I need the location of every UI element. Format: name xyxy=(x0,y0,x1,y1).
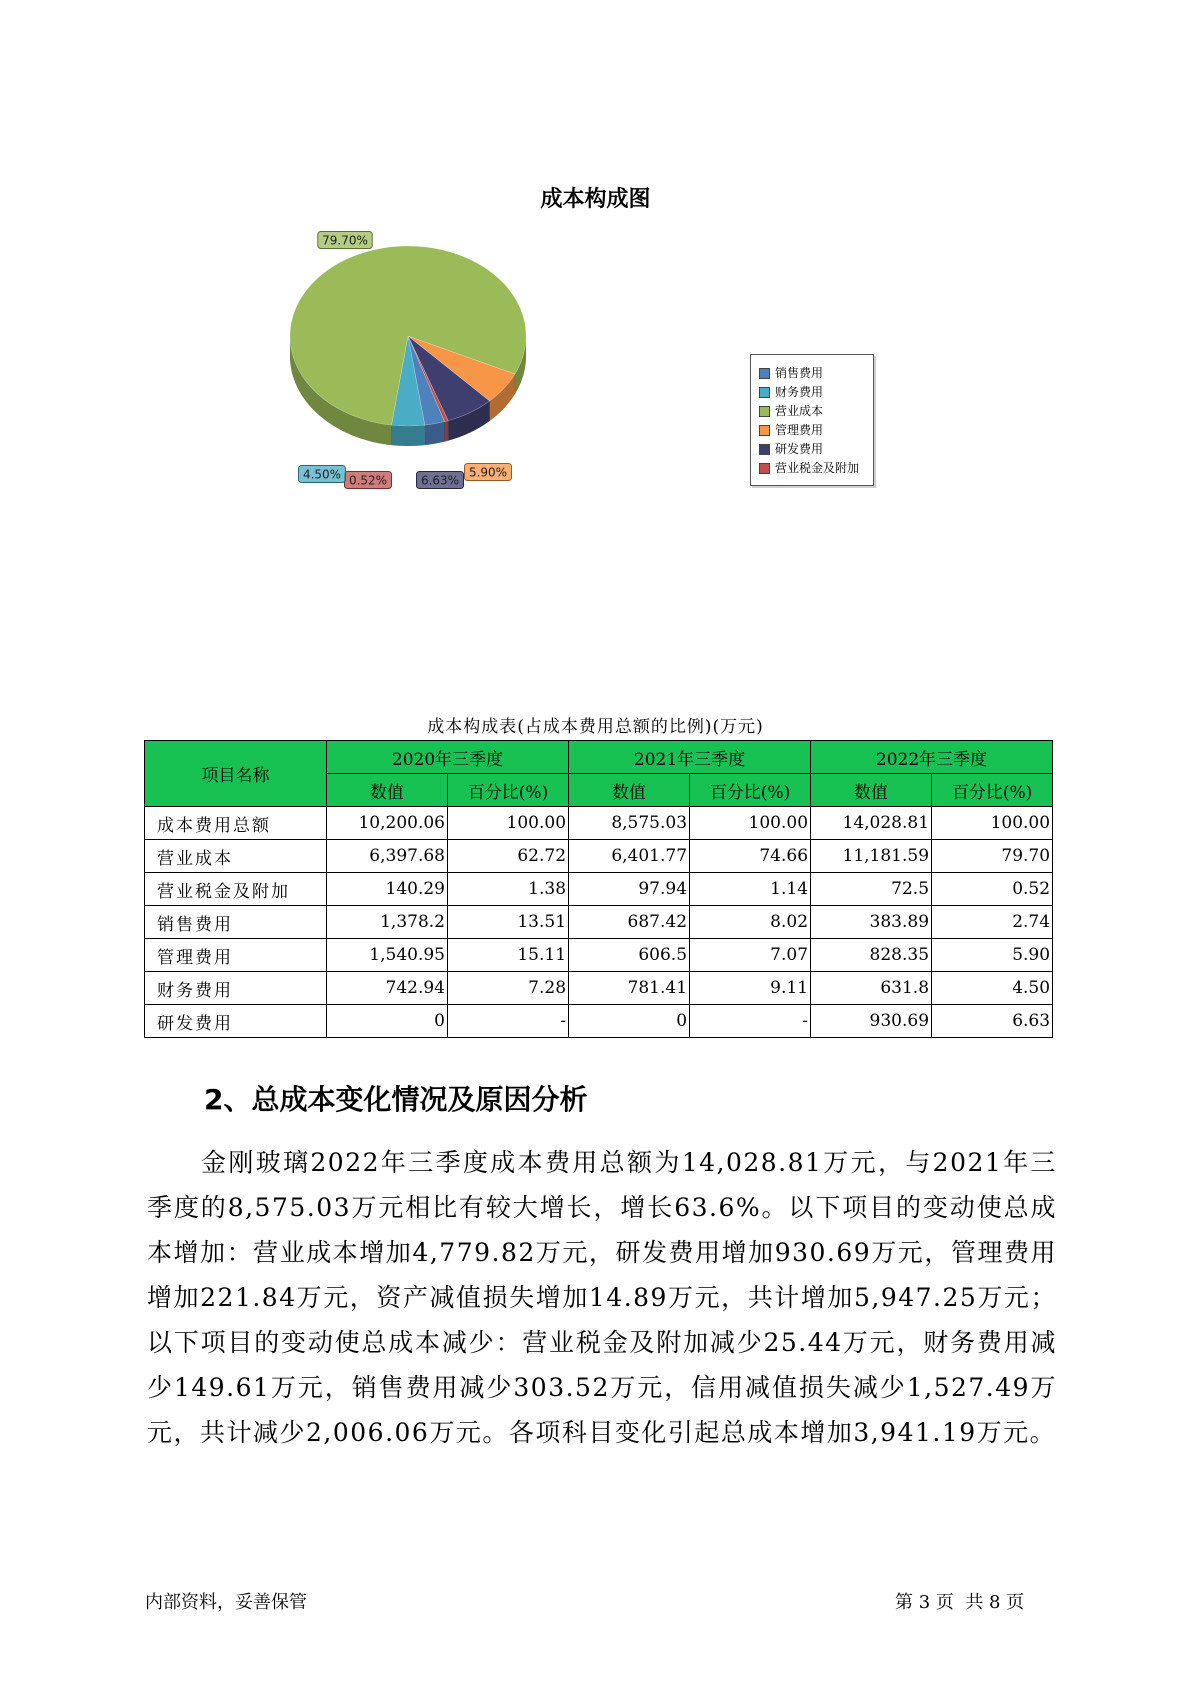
legend-swatch xyxy=(759,425,770,436)
cell-value: 828.35 xyxy=(811,939,932,972)
row-name: 管理费用 xyxy=(145,939,327,972)
svg-text:6.63%: 6.63% xyxy=(420,473,460,488)
svg-text:79.70%: 79.70% xyxy=(322,233,368,248)
legend-label: 销售费用 xyxy=(775,366,824,380)
svg-text:0.52%: 0.52% xyxy=(348,473,388,488)
cell-pct: 15.11 xyxy=(448,939,569,972)
cell-value: 14,028.81 xyxy=(811,807,932,840)
cell-pct: 74.66 xyxy=(690,840,811,873)
cell-value: 1,540.95 xyxy=(327,939,448,972)
table-row xyxy=(145,840,1053,873)
pie-data-label xyxy=(417,472,464,489)
svg-text:4.50%: 4.50% xyxy=(302,467,342,482)
legend-swatch xyxy=(759,368,770,379)
legend-label: 营业税金及附加 xyxy=(775,461,860,475)
cell-pct: 5.90 xyxy=(932,939,1053,972)
legend-item xyxy=(759,402,873,421)
cell-pct: - xyxy=(690,1005,811,1038)
cell-pct: 7.28 xyxy=(448,972,569,1005)
cell-value: 0 xyxy=(327,1005,448,1038)
cell-pct: 7.07 xyxy=(690,939,811,972)
cell-value: 606.5 xyxy=(569,939,690,972)
pie-slice-side xyxy=(444,421,448,442)
table-row xyxy=(145,939,1053,972)
table-row xyxy=(145,807,1053,840)
table-row xyxy=(145,972,1053,1005)
cell-value: 97.94 xyxy=(569,873,690,906)
row-name: 成本费用总额 xyxy=(145,807,327,840)
legend-label: 研发费用 xyxy=(775,442,824,456)
header-pct-2021: 百分比(%) xyxy=(690,774,811,807)
legend-item xyxy=(759,440,873,459)
cell-value: 72.5 xyxy=(811,873,932,906)
pie-data-label xyxy=(345,472,392,489)
cell-pct: 0.52 xyxy=(932,873,1053,906)
header-item-name: 项目名称 xyxy=(145,741,327,807)
pie-data-label xyxy=(299,466,346,483)
pie-data-label xyxy=(465,464,512,481)
cell-pct: 2.74 xyxy=(932,906,1053,939)
cell-pct: - xyxy=(448,1005,569,1038)
legend-label: 财务费用 xyxy=(775,385,824,399)
cell-value: 0 xyxy=(569,1005,690,1038)
table-row xyxy=(145,906,1053,939)
cost-pie-chart xyxy=(290,230,580,500)
header-pct-2020: 百分比(%) xyxy=(448,774,569,807)
cell-pct: 79.70 xyxy=(932,840,1053,873)
cell-value: 8,575.03 xyxy=(569,807,690,840)
cell-pct: 9.11 xyxy=(690,972,811,1005)
cell-value: 781.41 xyxy=(569,972,690,1005)
header-value-2021: 数值 xyxy=(569,774,690,807)
legend-swatch xyxy=(759,387,770,398)
row-name: 营业成本 xyxy=(145,840,327,873)
cell-pct: 8.02 xyxy=(690,906,811,939)
cell-pct: 6.63 xyxy=(932,1005,1053,1038)
row-name: 研发费用 xyxy=(145,1005,327,1038)
cell-value: 742.94 xyxy=(327,972,448,1005)
legend-swatch xyxy=(759,444,770,455)
header-pct-2022: 百分比(%) xyxy=(932,774,1053,807)
cell-value: 631.8 xyxy=(811,972,932,1005)
row-name: 销售费用 xyxy=(145,906,327,939)
section-heading: 2、总成本变化情况及原因分析 xyxy=(204,1083,588,1116)
table-row xyxy=(145,1005,1053,1038)
legend-item xyxy=(759,421,873,440)
svg-text:5.90%: 5.90% xyxy=(468,465,508,480)
legend-item xyxy=(759,459,873,478)
analysis-paragraph: 金刚玻璃2022年三季度成本费用总额为14,028.81万元，与2021年三季度的8,575.03万元相比有较大增长，增长63.6%。以下项目的变动使总成本增加：营业成本增加4,779.82万元，研发费用增加930.69万元，管理费用增加221.84万元，资产减值损失增加14.89万元，共计增加5,947.25万元；以下项目的变动使总成本减少：营业税金及附加减少25.44万元，财务费用减少149.61万元，销售费用减少303.52万元，信用减值损失减少1,527.49万元，共计减少2,006.06万元。各项科目变化引起总成本增加3,941.19万元。 xyxy=(147,1148,1057,1447)
cell-pct: 100.00 xyxy=(690,807,811,840)
cell-value: 140.29 xyxy=(327,873,448,906)
cell-value: 11,181.59 xyxy=(811,840,932,873)
legend-swatch xyxy=(759,463,770,474)
cell-pct: 100.00 xyxy=(932,807,1053,840)
header-period-2020: 2020年三季度 xyxy=(327,741,569,774)
cell-pct: 100.00 xyxy=(448,807,569,840)
header-period-2022: 2022年三季度 xyxy=(811,741,1053,774)
cell-pct: 13.51 xyxy=(448,906,569,939)
chart-title: 成本构成图 xyxy=(540,187,651,212)
cell-pct: 62.72 xyxy=(448,840,569,873)
cost-structure-table xyxy=(144,740,1053,1038)
cell-pct: 1.14 xyxy=(690,873,811,906)
pie-slice-side xyxy=(425,422,445,446)
legend-label: 管理费用 xyxy=(775,423,824,437)
table-row xyxy=(145,873,1053,906)
page-number: 第 3 页 共 8 页 xyxy=(895,1592,1025,1613)
cell-value: 1,378.2 xyxy=(327,906,448,939)
row-name: 营业税金及附加 xyxy=(145,873,327,906)
row-name: 财务费用 xyxy=(145,972,327,1005)
cell-pct: 4.50 xyxy=(932,972,1053,1005)
legend-item xyxy=(759,364,873,383)
cell-pct: 1.38 xyxy=(448,873,569,906)
legend-swatch xyxy=(759,406,770,417)
header-value-2022: 数值 xyxy=(811,774,932,807)
cell-value: 930.69 xyxy=(811,1005,932,1038)
legend-item xyxy=(759,383,873,402)
cell-value: 6,401.77 xyxy=(569,840,690,873)
chart-legend xyxy=(750,354,874,486)
footer-confidential: 内部资料，妥善保管 xyxy=(145,1592,307,1613)
pie-data-label xyxy=(318,232,372,249)
header-value-2020: 数值 xyxy=(327,774,448,807)
legend-label: 营业成本 xyxy=(775,404,824,418)
header-period-2021: 2021年三季度 xyxy=(569,741,811,774)
table-caption: 成本构成表(占成本费用总额的比例)(万元) xyxy=(427,717,764,737)
pie-slice-side xyxy=(391,425,424,446)
cell-value: 687.42 xyxy=(569,906,690,939)
cell-value: 6,397.68 xyxy=(327,840,448,873)
cell-value: 383.89 xyxy=(811,906,932,939)
cell-value: 10,200.06 xyxy=(327,807,448,840)
